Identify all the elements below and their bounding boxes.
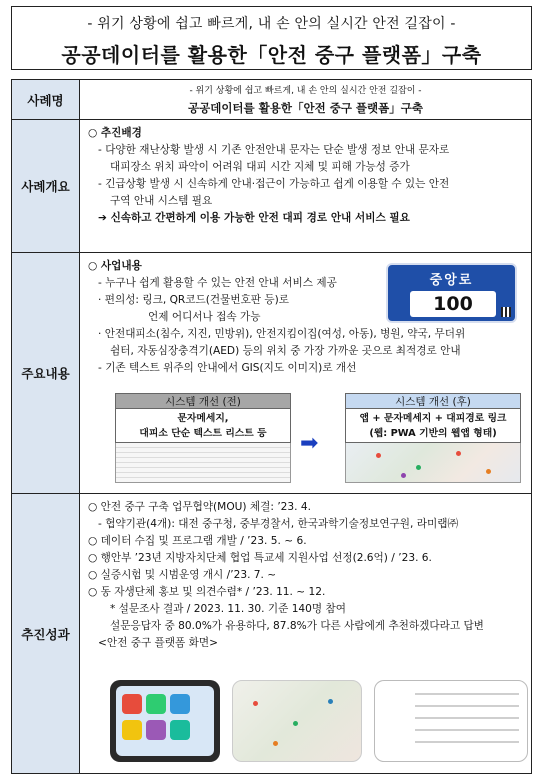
qr-code-icon bbox=[501, 307, 511, 317]
system-before-box bbox=[115, 393, 291, 483]
system-after-box bbox=[345, 393, 521, 483]
app-list-screenshot bbox=[374, 680, 528, 762]
results-line: - 협약기관(4개): 대전 중구청, 중부경찰서, 한국과학기술정보연구원, 라미랩㈜ bbox=[98, 518, 459, 530]
main-content-row bbox=[12, 253, 532, 494]
main-content-line: · 편의성: 링크, QR코드(건물번호판 등)로 bbox=[98, 294, 290, 306]
overview-line: 구역 안내 시스템 필요 bbox=[110, 195, 213, 207]
overview-row bbox=[12, 120, 532, 253]
arrow-right-icon: ➡ bbox=[300, 431, 319, 456]
main-content-line: - 누구나 쉽게 활용할 수 있는 안전 안내 서비스 제공 bbox=[98, 277, 337, 289]
results-row bbox=[12, 494, 532, 774]
overview-line: - 다양한 재난상황 발생 시 기존 안전안내 문자는 단순 발생 정보 안내 문자로 bbox=[98, 144, 450, 156]
platform-screenshots bbox=[110, 680, 528, 762]
app-home-screenshot bbox=[110, 680, 220, 762]
system-before-title: 시스템 개선 (전) bbox=[115, 393, 291, 409]
system-before-desc bbox=[115, 409, 291, 443]
overview-line: - 긴급상황 발생 시 신속하게 안내·접근이 가능하고 쉽게 이용할 수 있는 안전 bbox=[98, 178, 450, 190]
overview-heading: ○ 추진배경 bbox=[88, 127, 142, 139]
system-after-title: 시스템 개선 (후) bbox=[345, 393, 521, 409]
app-map-screenshot bbox=[232, 680, 362, 762]
system-after-desc bbox=[345, 409, 521, 443]
text-list-screenshot bbox=[115, 443, 291, 483]
results-line: ○ 동 자생단체 홍보 및 의견수렴* / ’23. 11. ~ 12. bbox=[88, 586, 326, 598]
system-after-desc-line: 앱 + 문자메세지 + 대피경로 링크 bbox=[359, 413, 507, 424]
main-content-cell bbox=[80, 253, 532, 494]
results-line: 설문응답자 중 80.0%가 유용하다, 87.8%가 다른 사람에게 추천하겠다라고 답변 bbox=[110, 620, 484, 632]
case-name-subtitle: - 위기 상황에 쉽고 빠르게, 내 손 안의 실시간 안전 길잡이 - bbox=[189, 86, 422, 96]
results-label: 추진성과 bbox=[12, 494, 80, 774]
system-before-desc-line: 대피소 단순 텍스트 리스트 등 bbox=[139, 428, 267, 439]
building-number-sign bbox=[386, 263, 517, 323]
main-content-line: 언제 어디서나 접속 가능 bbox=[148, 311, 261, 323]
results-caption: <안전 중구 플랫폼 화면> bbox=[98, 637, 218, 649]
results-line: ○ 행안부 ’23년 지방자치단체 협업 특교세 지원사업 선정(2.6억) / ’23. 6. bbox=[88, 552, 432, 564]
results-line: ○ 안전 중구 구축 업무협약(MOU) 체결: ’23. 4. bbox=[88, 501, 312, 513]
results-cell bbox=[80, 494, 532, 774]
system-before-desc-line: 문자메세지, bbox=[177, 413, 229, 424]
main-content-label: 주요내용 bbox=[12, 253, 80, 494]
document-title-box bbox=[11, 6, 532, 70]
overview-conclusion: ➔ 신속하고 간편하게 이용 가능한 안전 대피 경로 안내 서비스 필요 bbox=[98, 212, 410, 224]
case-name-row bbox=[12, 80, 532, 120]
document-subtitle: - 위기 상황에 쉽고 빠르게, 내 손 안의 실시간 안전 길잡이 - bbox=[87, 16, 456, 32]
case-name-label: 사례명 bbox=[12, 80, 80, 120]
case-name-cell bbox=[80, 80, 532, 120]
sign-street-name: 중앙로 bbox=[429, 273, 474, 288]
case-table bbox=[11, 79, 532, 774]
main-content-heading: ○ 사업내용 bbox=[88, 260, 142, 272]
case-name-title: 공공데이터를 활용한「안전 중구 플랫폼」구축 bbox=[188, 101, 423, 115]
main-content-line: 쉼터, 자동심장충격기(AED) 등의 위치 중 가장 가까운 곳으로 최적경로 안내 bbox=[110, 345, 461, 357]
system-after-desc-line: (웹: PWA 기반의 웹앱 형태) bbox=[369, 428, 497, 439]
sign-number: 100 bbox=[410, 291, 496, 317]
main-content-line: - 기존 텍스트 위주의 안내에서 GIS(지도 이미지)로 개선 bbox=[98, 362, 357, 374]
overview-label: 사례개요 bbox=[12, 120, 80, 253]
map-screenshot bbox=[345, 443, 521, 483]
overview-line: 대피장소 위치 파악이 어려워 대피 시간 지체 및 피해 가능성 증가 bbox=[110, 161, 410, 173]
document-title: 공공데이터를 활용한「안전 중구 플랫폼」구축 bbox=[61, 43, 482, 67]
results-line: * 설문조사 결과 / 2023. 11. 30. 기준 140명 참여 bbox=[110, 603, 346, 615]
overview-cell bbox=[80, 120, 532, 253]
results-line: ○ 데이터 수집 및 프로그램 개발 / ’23. 5. ~ 6. bbox=[88, 535, 307, 547]
results-line: ○ 실증시험 및 시범운영 개시 /’23. 7. ~ bbox=[88, 569, 277, 581]
main-content-line: · 안전대피소(침수, 지진, 민방위), 안전지킴이집(여성, 아동), 병원, 약국, 무더위 bbox=[98, 328, 466, 340]
